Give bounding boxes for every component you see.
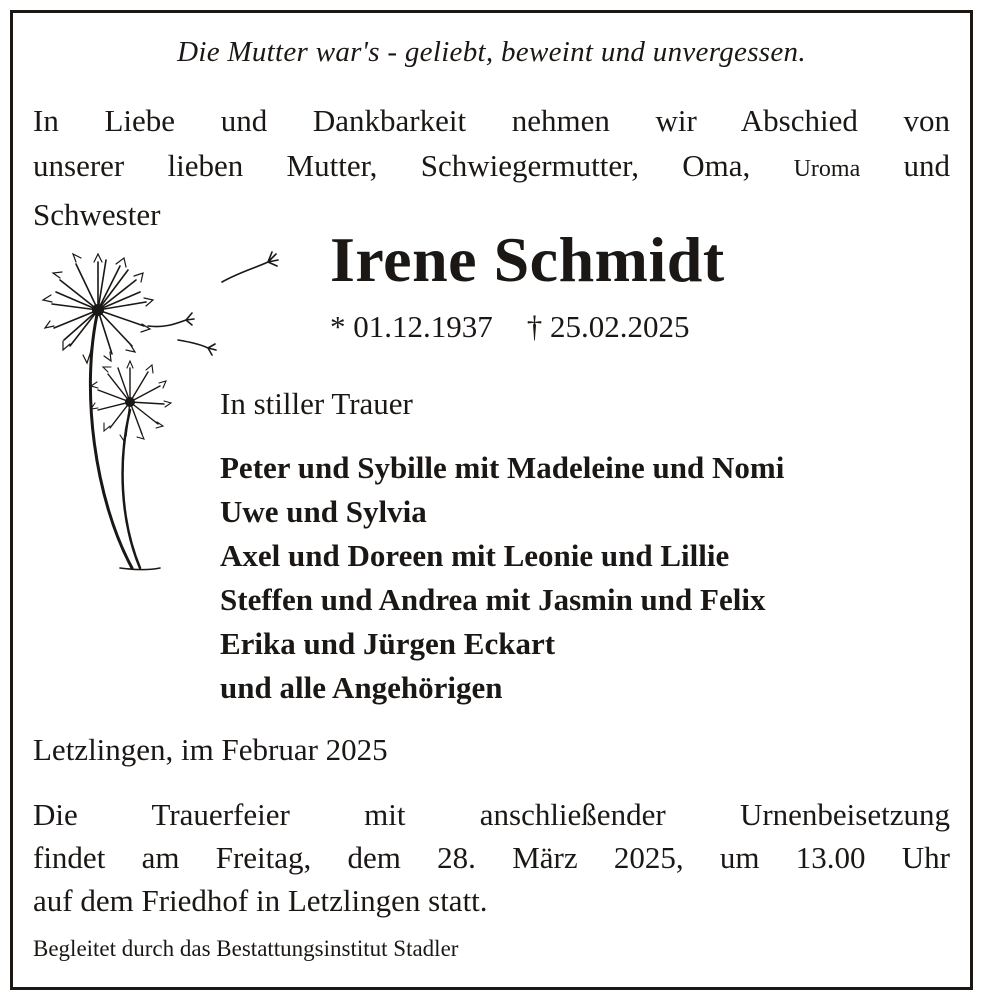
mourning-label: In stiller Trauer xyxy=(220,386,413,421)
life-dates xyxy=(330,305,690,349)
deceased-name: Irene Schmidt xyxy=(330,224,725,295)
mourner-line: Erika und Jürgen Eckart xyxy=(220,626,556,661)
ceremony-line-1: Die Trauerfeier mit anschließender Urnenbeisetzung xyxy=(33,797,950,832)
place-date: Letzlingen, im Februar 2025 xyxy=(33,732,388,767)
intro-line-3: Schwester xyxy=(33,197,161,232)
intro-text xyxy=(33,98,950,237)
mourner-line: und alle Angehörigen xyxy=(220,670,503,705)
intro-line-2-a: unserer lieben Mutter, Schwiegermutter, Oma, xyxy=(33,148,751,183)
death-date: † 25.02.2025 xyxy=(526,309,690,344)
mourner-line: Peter und Sybille mit Madeleine und Nomi xyxy=(220,450,785,485)
intro-line-1: In Liebe und Dankbarkeit nehmen wir Abschied von xyxy=(33,103,950,138)
motto: Die Mutter war's - geliebt, beweint und unvergessen. xyxy=(177,36,806,68)
mourners-list xyxy=(220,446,784,710)
ceremony-line-2: findet am Freitag, dem 28. März 2025, um 13.00 Uhr xyxy=(33,840,950,875)
ceremony-line-3: auf dem Friedhof in Letzlingen statt. xyxy=(33,883,488,918)
ceremony-text xyxy=(33,793,950,922)
birth-date: * 01.12.1937 xyxy=(330,309,493,344)
intro-line-2-small: Uroma xyxy=(793,156,861,182)
intro-line-2 xyxy=(33,143,950,192)
mourner-line: Uwe und Sylvia xyxy=(220,494,427,529)
mourner-line: Steffen und Andrea mit Jasmin und Felix xyxy=(220,582,766,617)
intro-line-2-b: und xyxy=(903,148,951,183)
mourner-line: Axel und Doreen mit Leonie und Lillie xyxy=(220,538,730,573)
undertaker-note: Begleitet durch das Bestattungsinstitut Stadler xyxy=(33,936,459,961)
